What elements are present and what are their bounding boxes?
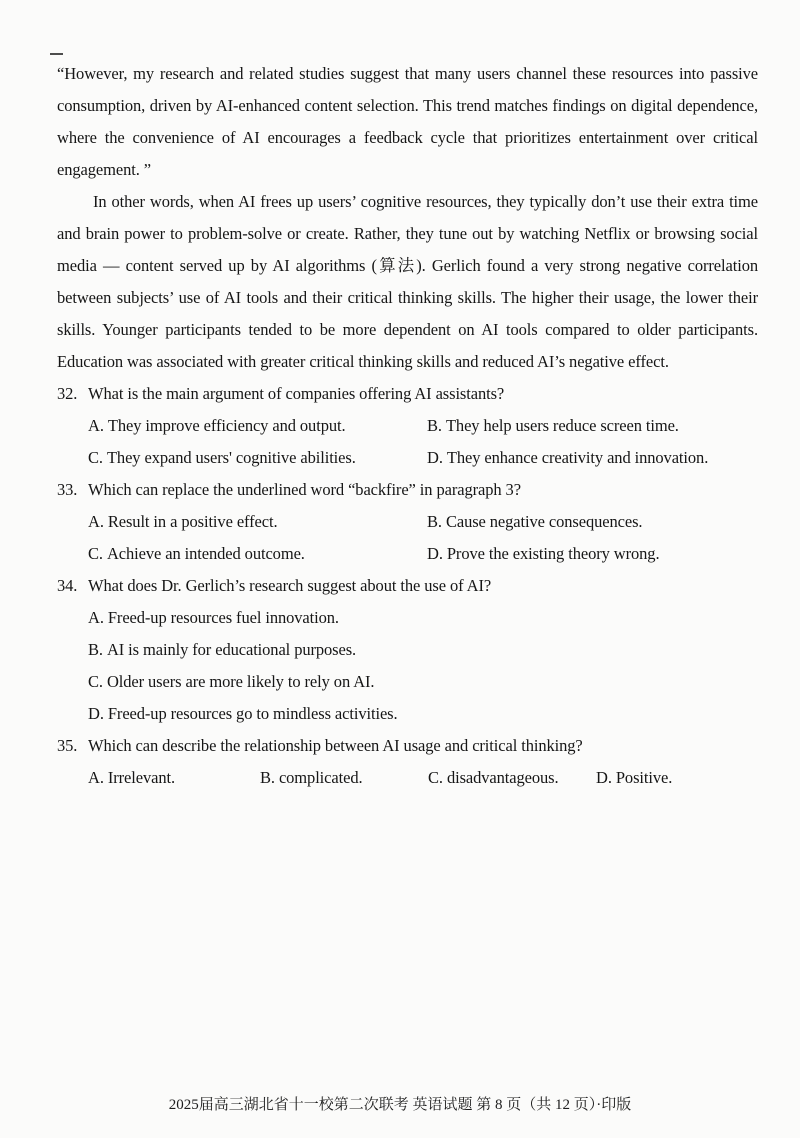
option-d — [596, 762, 758, 794]
option-b — [427, 410, 758, 442]
option-a — [88, 410, 427, 442]
question-text: Which can replace the underlined word “backfire” in paragraph 3? — [88, 480, 521, 499]
question-number: 33. — [57, 480, 78, 499]
passage-paragraph-1: “However, my research and related studies suggest that many users channel these resources into passive consumption, driven by AI-enhanced content selection. This trend matches findings on digital dependence, where the convenience of AI encourages a feedback cycle that prioritizes entertainment over critical engagement. ” — [57, 64, 758, 179]
option-d — [427, 538, 758, 570]
option-text: Prove the existing theory wrong. — [446, 544, 660, 563]
option-label: C. — [88, 544, 103, 563]
option-label: D. — [88, 704, 104, 723]
option-text: AI is mainly for educational purposes. — [106, 640, 357, 659]
scan-artifact-dash — [50, 53, 63, 55]
option-label: A. — [88, 768, 104, 787]
option-text: They enhance creativity and innovation. — [446, 448, 709, 467]
option-b — [260, 762, 428, 794]
option-label: B. — [260, 768, 275, 787]
question-32-stem — [57, 378, 758, 410]
option-text: disadvantageous. — [446, 768, 559, 787]
question-34-options — [57, 602, 758, 730]
passage-and-questions — [57, 58, 758, 794]
option-label: B. — [427, 416, 442, 435]
option-b — [88, 634, 758, 666]
option-text: Cause negative consequences. — [445, 512, 643, 531]
option-label: A. — [88, 608, 104, 627]
question-35 — [57, 730, 758, 794]
option-text: Older users are more likely to rely on AI. — [106, 672, 375, 691]
option-text: Freed-up resources go to mindless activities. — [107, 704, 398, 723]
option-label: B. — [88, 640, 103, 659]
page-footer: 2025届高三湖北省十一校第二次联考 英语试题 第 8 页（共 12 页）·印版 — [168, 1097, 632, 1113]
question-34 — [57, 570, 758, 730]
option-label: B. — [427, 512, 442, 531]
option-label: D. — [427, 448, 443, 467]
question-text: Which can describe the relationship between AI usage and critical thinking? — [88, 736, 583, 755]
option-c — [88, 442, 427, 474]
option-c — [88, 666, 758, 698]
option-label: D. — [427, 544, 443, 563]
option-d — [427, 442, 758, 474]
option-label: D. — [596, 768, 612, 787]
option-text: Achieve an intended outcome. — [106, 544, 305, 563]
option-label: C. — [88, 672, 103, 691]
option-label: C. — [428, 768, 443, 787]
question-33-stem — [57, 474, 758, 506]
option-a — [88, 762, 260, 794]
option-c — [428, 762, 596, 794]
option-d — [88, 698, 758, 730]
option-a — [88, 602, 758, 634]
question-text: What does Dr. Gerlich’s research suggest about the use of AI? — [88, 576, 492, 595]
option-text: Result in a positive effect. — [107, 512, 278, 531]
passage-paragraph-2: In other words, when AI frees up users’ cognitive resources, they typically don’t use their extra time and brain power to problem-solve or create. Rather, they tune out by watching Netflix or browsing social media — content served up by AI algorithms (算法). Gerlich found a very strong negative correlation between subjects’ use of AI tools and their critical thinking skills. The higher their usage, the lower their skills. Younger participants tended to be more dependent on AI tools compared to older participants. Education was associated with greater critical thinking skills and reduced AI’s negative effect. — [57, 192, 758, 371]
question-35-stem — [57, 730, 758, 762]
option-text: They help users reduce screen time. — [445, 416, 679, 435]
option-text: Freed-up resources fuel innovation. — [107, 608, 339, 627]
option-text: Irrelevant. — [107, 768, 175, 787]
question-number: 34. — [57, 576, 78, 595]
option-b — [427, 506, 758, 538]
question-35-options — [57, 762, 758, 794]
question-text: What is the main argument of companies offering AI assistants? — [88, 384, 505, 403]
option-text: complicated. — [278, 768, 363, 787]
option-text: They expand users' cognitive abilities. — [106, 448, 356, 467]
option-text: They improve efficiency and output. — [107, 416, 346, 435]
question-32-options — [57, 410, 758, 474]
question-33-options — [57, 506, 758, 570]
option-a — [88, 506, 427, 538]
option-label: C. — [88, 448, 103, 467]
question-32 — [57, 378, 758, 474]
option-text: Positive. — [615, 768, 673, 787]
question-number: 35. — [57, 736, 78, 755]
option-label: A. — [88, 512, 104, 531]
option-label: A. — [88, 416, 104, 435]
question-33 — [57, 474, 758, 570]
question-34-stem — [57, 570, 758, 602]
question-number: 32. — [57, 384, 78, 403]
option-c — [88, 538, 427, 570]
